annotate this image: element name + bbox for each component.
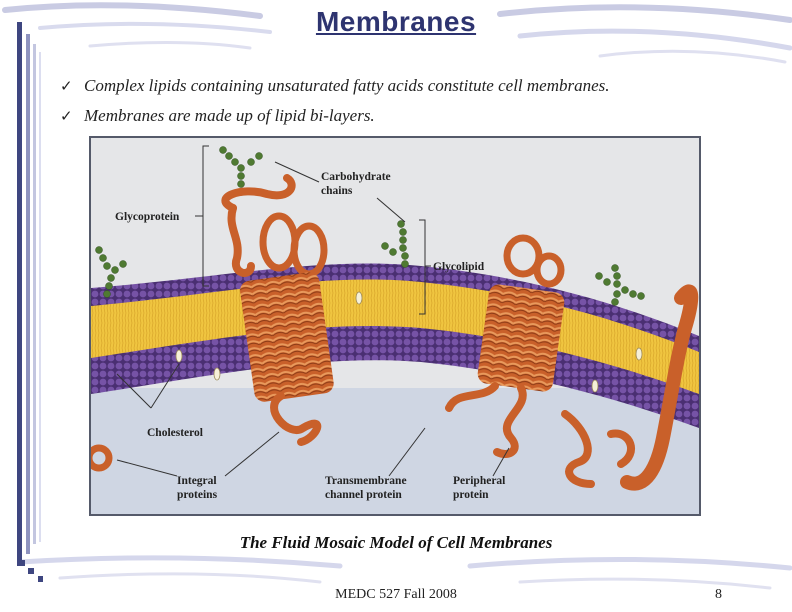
label-carbohydrate: Carbohydrate xyxy=(321,171,391,183)
label-transmembrane: Transmembrane xyxy=(325,475,407,487)
label-integral: Integral xyxy=(177,475,217,487)
bullet-text: Membranes are made up of lipid bi-layers. xyxy=(84,106,375,125)
check-icon: ✓ xyxy=(60,79,73,95)
check-icon: ✓ xyxy=(60,109,73,125)
fluid-mosaic-figure xyxy=(89,136,701,516)
bullet-text: Complex lipids containing unsaturated fatty acids constitute cell membranes. xyxy=(84,76,610,95)
label-glycolipid: Glycolipid xyxy=(433,261,485,273)
label-integral-2: proteins xyxy=(177,489,218,501)
slide-number: 8 xyxy=(715,587,722,602)
label-peripheral-2: protein xyxy=(453,489,489,501)
footer-text: MEDC 527 Fall 2008 xyxy=(335,587,457,602)
bullet-item xyxy=(60,106,780,136)
bullet-item xyxy=(60,76,780,106)
label-peripheral: Peripheral xyxy=(453,475,506,487)
figure-caption: The Fluid Mosaic Model of Cell Membranes xyxy=(239,533,553,552)
label-cholesterol: Cholesterol xyxy=(147,427,204,439)
label-glycoprotein: Glycoprotein xyxy=(115,211,180,223)
label-transmembrane-2: channel protein xyxy=(325,489,402,501)
label-carbohydrate-2: chains xyxy=(321,185,353,197)
slide-title: Membranes xyxy=(315,6,477,37)
bullet-list xyxy=(60,76,780,136)
